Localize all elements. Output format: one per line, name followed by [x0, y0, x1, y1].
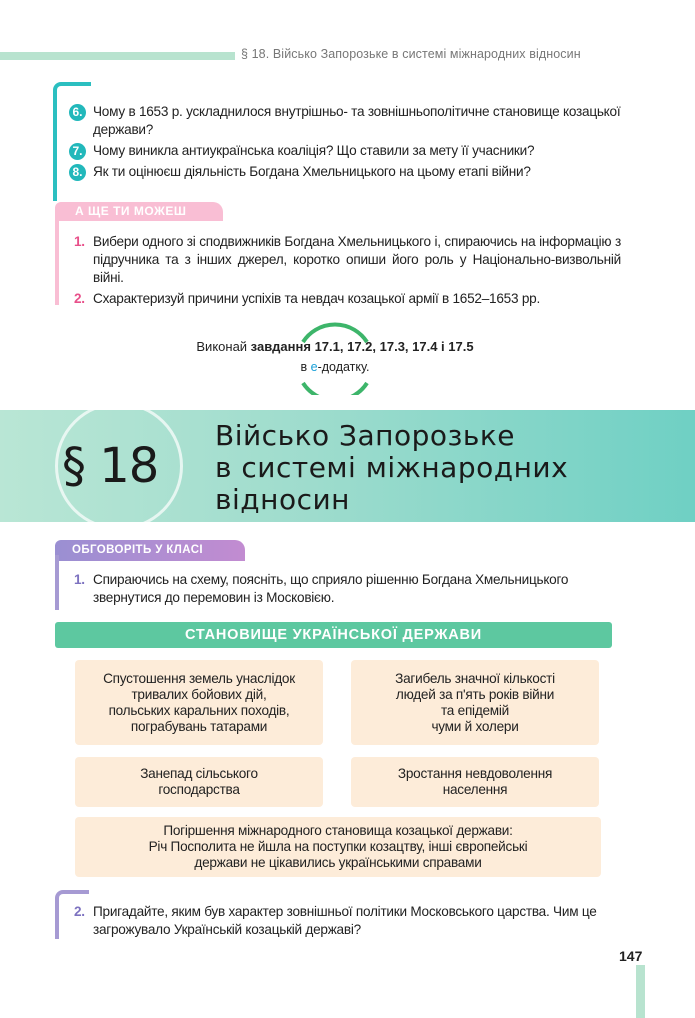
chapter-number: § 18: [62, 438, 159, 494]
question-item: [69, 163, 621, 181]
question-text: Чому в 1653 р. ускладнилося внутрішньо- та зовнішньополітичне становище козацької держави?: [93, 104, 621, 137]
scheme-title: СТАНОВИЩЕ УКРАЇНСЬКОЇ ДЕРЖАВИ: [55, 622, 612, 648]
chapter-title-line: Військо Запорозьке: [215, 419, 516, 452]
question-text: Чому виникла антиукраїнська коаліція? Що ставили за мету її учасники?: [93, 143, 535, 158]
running-title: § 18. Військо Запорозьке в системі міжнародних відносин: [241, 47, 581, 61]
discuss-item: [69, 571, 621, 607]
discuss-item: [69, 903, 621, 939]
task-item: [69, 233, 621, 287]
extra-tasks-bar: [55, 215, 59, 305]
etask-in: в: [300, 360, 311, 374]
discuss-list-1: [69, 571, 621, 610]
extra-tasks-list: [69, 233, 621, 311]
task-text: Вибери одного зі сподвижників Богдана Хмельницького і, спираючись на інформацію з підручника та з інших джерел, коротко опиши його роль у Національно-визвольній війні.: [93, 234, 621, 285]
scheme-box: Погіршення міжнародного становища козацької держави: Річ Посполита не йшла на поступки козацтву, інші європейські держави не цікавились українськими справами: [75, 817, 601, 877]
task-number: 2.: [74, 291, 85, 306]
question-number: 6.: [69, 104, 86, 121]
chapter-title-line: відносин: [215, 483, 350, 516]
header-accent-bar: [0, 52, 235, 60]
extra-tasks-label: А ЩЕ ТИ МОЖЕШ: [55, 202, 223, 221]
page-number: 147: [619, 948, 643, 964]
scheme-box: Занепад сільського господарства: [75, 757, 323, 807]
etask-supplement: -додатку.: [317, 360, 370, 374]
etask-arc-icon: [295, 315, 375, 395]
discuss-text: Спираючись на схему, поясніть, що сприяло рішенню Богдана Хмельницького звернутися до перемовин із Московією.: [93, 572, 569, 605]
scheme-box: Спустошення земель унаслідок тривалих бойових дій, польських каральних походів, пограбувань татарами: [75, 660, 323, 745]
question-text: Як ти оцінюєш діяльність Богдана Хмельницького на цьому етапі війни?: [93, 164, 531, 179]
task-text: Схарактеризуй причини успіхів та невдач козацької армії в 1652–1653 рр.: [93, 291, 540, 306]
etask-line1: [100, 339, 570, 354]
etask-tasks: завдання 17.1, 17.2, 17.3, 17.4 і 17.5: [250, 339, 474, 354]
etask-e-letter: е: [310, 360, 318, 374]
discuss-bar: [55, 555, 59, 610]
task-number: 1.: [74, 234, 85, 249]
discuss-number: 1.: [74, 572, 85, 587]
scheme-box: Зростання невдоволення населення: [351, 757, 599, 807]
task-item: [69, 290, 621, 308]
discuss-number: 2.: [74, 904, 85, 919]
etask-prefix: Виконай: [196, 339, 251, 354]
discuss-text: Пригадайте, яким був характер зовнішньої політики Московського царства. Чим це загрожувало Українській козацькій державі?: [93, 904, 597, 937]
chapter-title: [215, 420, 568, 516]
discuss-list-2: [69, 903, 621, 942]
etask-line2[interactable]: [100, 360, 570, 374]
chapter-title-line: в системі міжнародних: [215, 451, 569, 484]
questions-list: [69, 103, 621, 184]
question-item: [69, 103, 621, 139]
page-accent-bar: [636, 965, 645, 1018]
scheme-box: Загибель значної кількості людей за п'ять років війни та епідемій чуми й холери: [351, 660, 599, 745]
discuss-label: ОБГОВОРІТЬ У КЛАСІ: [55, 540, 245, 561]
question-number: 7.: [69, 143, 86, 160]
question-item: [69, 142, 621, 160]
question-number: 8.: [69, 164, 86, 181]
